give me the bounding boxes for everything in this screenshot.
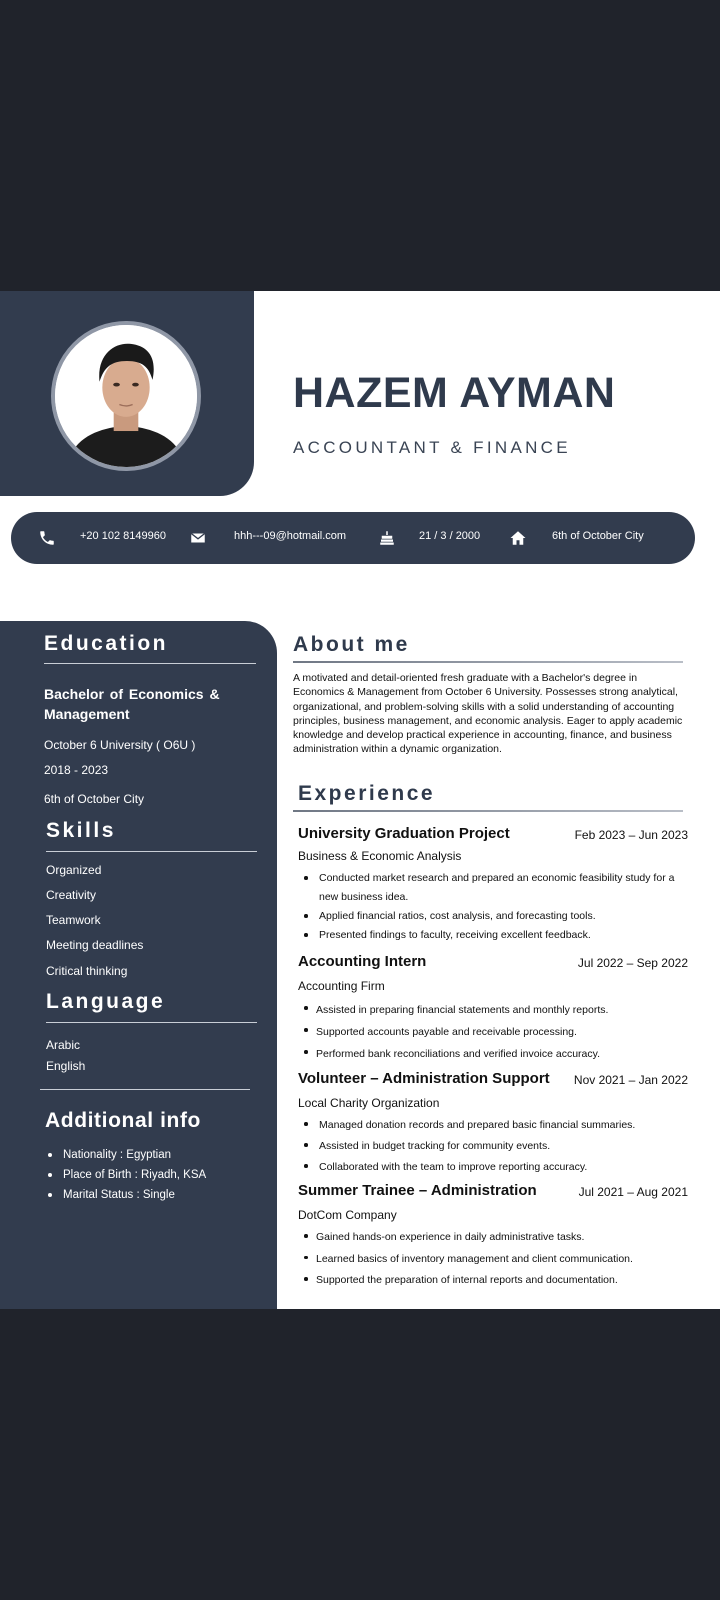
- sidebar: [0, 621, 277, 1309]
- job-title-entry: Accounting Intern: [298, 953, 427, 970]
- experience-divider: [293, 810, 683, 812]
- university-name: October 6 University ( O6U ): [44, 738, 196, 752]
- job-title-entry: University Graduation Project: [298, 825, 510, 842]
- experience-heading: Experience: [298, 782, 436, 805]
- job-organization: Local Charity Organization: [298, 1096, 440, 1110]
- additional-info-heading: Additional info: [45, 1109, 201, 1132]
- job-bullet: Presented findings to faculty, receiving excellent feedback.: [304, 926, 690, 945]
- cake-icon: [378, 529, 396, 547]
- job-bullet: Supported the preparation of internal reports and documentation.: [304, 1270, 690, 1292]
- job-bullet: Assisted in budget tracking for community events.: [304, 1136, 690, 1157]
- job-organization: DotCom Company: [298, 1208, 397, 1222]
- language-divider: [46, 1022, 257, 1023]
- study-years: 2018 - 2023: [44, 763, 109, 777]
- additional-info-item: Place of Birth : Riyadh, KSA: [45, 1165, 206, 1185]
- contact-bar: [11, 512, 695, 564]
- additional-info-item: Marital Status : Single: [45, 1185, 206, 1205]
- about-divider: [293, 661, 683, 663]
- education-divider: [44, 663, 256, 664]
- job-bullet: Managed donation records and prepared basic financial summaries.: [304, 1115, 690, 1136]
- email-address: hhh---09@hotmail.com: [234, 530, 347, 542]
- job-bullet: Conducted market research and prepared an economic feasibility study for a new business idea.: [304, 869, 690, 907]
- job-organization: Accounting Firm: [298, 979, 385, 993]
- job-bullet: Learned basics of inventory management and client communication.: [304, 1249, 690, 1271]
- skills-divider: [46, 851, 257, 852]
- job-bullet: Supported accounts payable and receivable processing.: [304, 1021, 690, 1043]
- phone-number: +20 102 8149960: [80, 530, 166, 542]
- job-bullets: [304, 999, 690, 1065]
- job-date: Jul 2022 – Sep 2022: [577, 956, 688, 970]
- additional-info-item: Nationality : Egyptian: [45, 1145, 206, 1165]
- degree-title: Bachelor of Economics & Management: [44, 686, 220, 722]
- job-date: Nov 2021 – Jan 2022: [573, 1073, 688, 1087]
- phone-icon: [38, 529, 56, 547]
- skill-item: Teamwork: [46, 913, 101, 927]
- job-title-entry: Volunteer – Administration Support: [298, 1070, 550, 1087]
- about-paragraph: A motivated and detail-oriented fresh graduate with a Bachelor's degree in Economics & Management from October 6 University. Possesses strong analytical, organizational, and problem-solving skills with a solid understanding of accounting principles, business management, and economic analysis. Eager to apply academic knowledge and develop practical experience in accounting, finance, and business administration within a dynamic organization.: [293, 672, 683, 756]
- home-address: 6th of October City: [552, 530, 644, 542]
- job-title: ACCOUNTANT & FINANCE: [293, 438, 571, 457]
- job-bullets: [304, 869, 690, 945]
- about-heading: About me: [293, 633, 410, 656]
- additional-info-list: [45, 1145, 206, 1205]
- home-icon: [509, 529, 527, 547]
- skill-item: Meeting deadlines: [46, 938, 144, 952]
- envelope-icon: [189, 529, 207, 547]
- job-bullet: Performed bank reconciliations and verified invoice accuracy.: [304, 1043, 690, 1065]
- job-bullets: [304, 1115, 690, 1178]
- job-organization: Business & Economic Analysis: [298, 849, 462, 863]
- education-heading: Education: [44, 632, 169, 655]
- photo-panel: [0, 291, 254, 496]
- job-bullet: Collaborated with the team to improve reporting accuracy.: [304, 1157, 690, 1178]
- education-location: 6th of October City: [44, 792, 145, 806]
- profile-photo-illustration: [55, 325, 197, 467]
- profile-photo: [51, 321, 201, 471]
- skill-item: Organized: [46, 863, 102, 877]
- skill-item: Creativity: [46, 888, 97, 902]
- job-bullet: Gained hands-on experience in daily administrative tasks.: [304, 1227, 690, 1249]
- job-bullet: Applied financial ratios, cost analysis, and forecasting tools.: [304, 907, 690, 926]
- job-bullet: Assisted in preparing financial statements and monthly reports.: [304, 999, 690, 1021]
- birth-date: 21 / 3 / 2000: [419, 530, 481, 542]
- job-bullets: [304, 1227, 690, 1292]
- job-date: Jul 2021 – Aug 2021: [578, 1185, 688, 1199]
- language-heading: Language: [46, 990, 166, 1013]
- job-date: Feb 2023 – Jun 2023: [574, 828, 688, 842]
- job-title-entry: Summer Trainee – Administration: [298, 1182, 537, 1199]
- skill-item: Critical thinking: [46, 964, 128, 978]
- resume-page: [0, 291, 720, 1309]
- skills-heading: Skills: [46, 819, 116, 842]
- language-item: English: [46, 1059, 86, 1073]
- candidate-name: HAZEM AYMAN: [293, 369, 616, 417]
- language-item: Arabic: [46, 1038, 81, 1052]
- language-bottom-divider: [40, 1089, 250, 1090]
